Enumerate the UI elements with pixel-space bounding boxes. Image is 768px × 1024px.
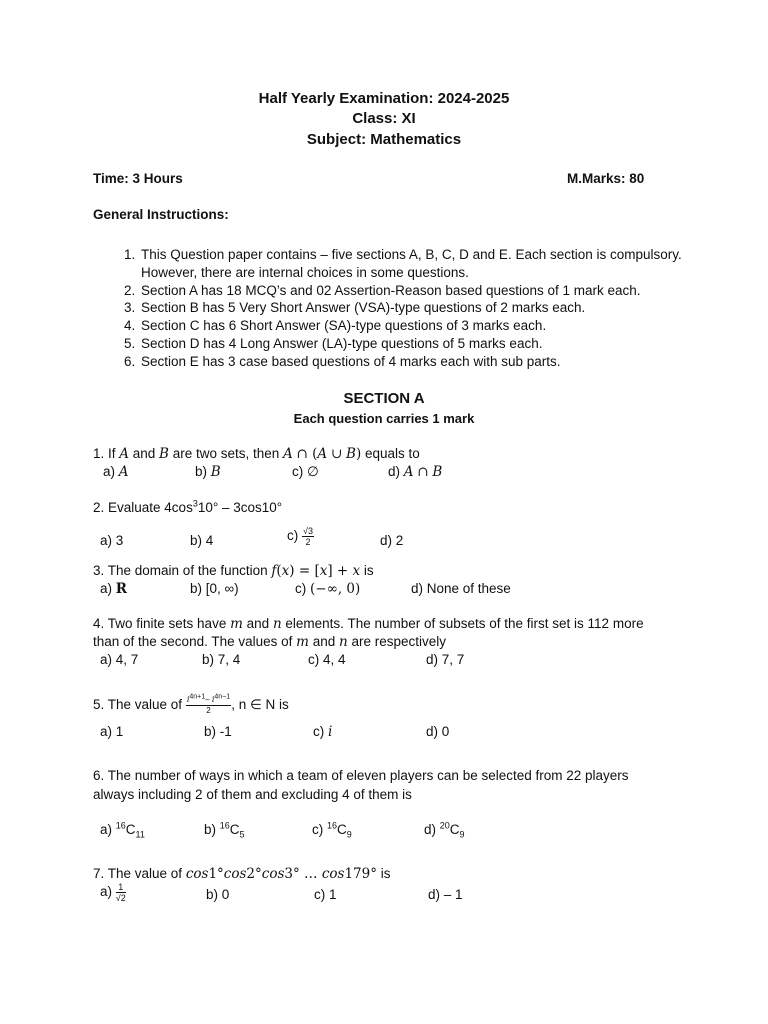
q6-option-b: b) $^{16}C_5$ xyxy=(204,820,245,840)
question-7: 7. The value of cos1°cos2°cos3° … cos179° is xyxy=(93,866,391,882)
section-subtitle: Each question carries 1 mark xyxy=(293,411,475,426)
question-6-line-1: 6. The number of ways in which a team of eleven players can be selected from 22 players xyxy=(93,768,629,783)
q2-option-d: d) 2 xyxy=(380,533,404,548)
max-marks: M.Marks: 80 xyxy=(567,171,645,186)
question-2: 2. Evaluate $4\cos^310^\circ - 3\cos 10^\circ$ xyxy=(93,498,283,515)
q1-option-b: b) B xyxy=(195,464,221,480)
instruction-item: 1. This Question paper contains – five sections A, B, C, D and E. Each section is compulsory. However, there are internal choices in some questions. xyxy=(139,246,719,282)
subject-line: Subject: Mathematics xyxy=(306,131,462,148)
question-3: 3. The domain of the function f(x) = [x] + x is xyxy=(93,563,374,579)
q4-option-b: b) 7, 4 xyxy=(202,652,241,667)
q7-option-a: a) $\frac{1}{√2}$ xyxy=(100,882,126,903)
q1-option-d: d) A ∩ B xyxy=(388,464,443,480)
question-6-line-2: always including 2 of them and excluding 4 of them is xyxy=(93,787,412,802)
q3-option-a: a) R xyxy=(100,581,127,597)
instructions-heading: General Instructions: xyxy=(93,207,229,222)
instruction-item: 6. Section E has 3 case based questions of 4 marks each with sub parts. xyxy=(139,353,719,371)
q5-option-d: d) 0 xyxy=(426,724,450,739)
q5-option-b: b) -1 xyxy=(204,724,232,739)
instruction-item: 4. Section C has 6 Short Answer (SA)-type questions of 3 marks each. xyxy=(139,317,719,335)
question-5: 5. The value of $\frac{i^{4n+1}- i^{4n-1}}{2}$ , n ∈ N is xyxy=(93,693,289,715)
q6-option-c: c) $^{16}C_9$ xyxy=(312,820,352,840)
time-allowed: Time: 3 Hours xyxy=(93,171,183,186)
instructions-list xyxy=(93,246,719,371)
q5-option-c: c) i xyxy=(313,724,333,740)
question-1: 1. If A and B are two sets, then A ∩ (A ∪ B) equals to xyxy=(93,446,420,462)
section-title: SECTION A xyxy=(343,390,425,407)
instruction-item: 3. Section B has 5 Very Short Answer (VSA)-type questions of 2 marks each. xyxy=(139,299,719,317)
q6-option-d: d) $^{20}C_9$ xyxy=(424,820,465,840)
q1-option-a: a) A xyxy=(103,464,129,480)
q4-option-a: a) 4, 7 xyxy=(100,652,139,667)
q1-option-c: c) ∅ xyxy=(292,464,319,480)
q6-option-a: a) $^{16}C_{11}$ xyxy=(100,820,145,840)
q3-option-b: b) [0, ∞) xyxy=(190,581,239,596)
q4-option-d: d) 7, 7 xyxy=(426,652,465,667)
q2-option-a: a) 3 xyxy=(100,533,124,548)
q4-option-c: c) 4, 4 xyxy=(308,652,346,667)
class-line: Class: XI xyxy=(352,110,416,127)
exam-title: Half Yearly Examination: 2024-2025 xyxy=(258,90,510,107)
question-4-line-1: 4. Two finite sets have m and n elements. The number of subsets of the first set is 112 more xyxy=(93,616,644,632)
q5-option-a: a) 1 xyxy=(100,724,124,739)
q2-option-b: b) 4 xyxy=(190,533,214,548)
q7-option-c: c) 1 xyxy=(314,887,337,902)
instruction-item: 2. Section A has 18 MCQ’s and 02 Assertion-Reason based questions of 1 mark each. xyxy=(139,282,719,300)
question-4-line-2: than of the second. The values of m and n are respectively xyxy=(93,634,447,650)
instruction-item: 5. Section D has 4 Long Answer (LA)-type questions of 5 marks each. xyxy=(139,335,719,353)
q3-option-d: d) None of these xyxy=(411,581,511,596)
q7-option-b: b) 0 xyxy=(206,887,230,902)
q2-option-c: c) $\frac{√3}{2}$ xyxy=(287,526,313,547)
q3-option-c: c) (−∞, 0) xyxy=(295,581,361,597)
q7-option-d: d) – 1 xyxy=(428,887,463,902)
